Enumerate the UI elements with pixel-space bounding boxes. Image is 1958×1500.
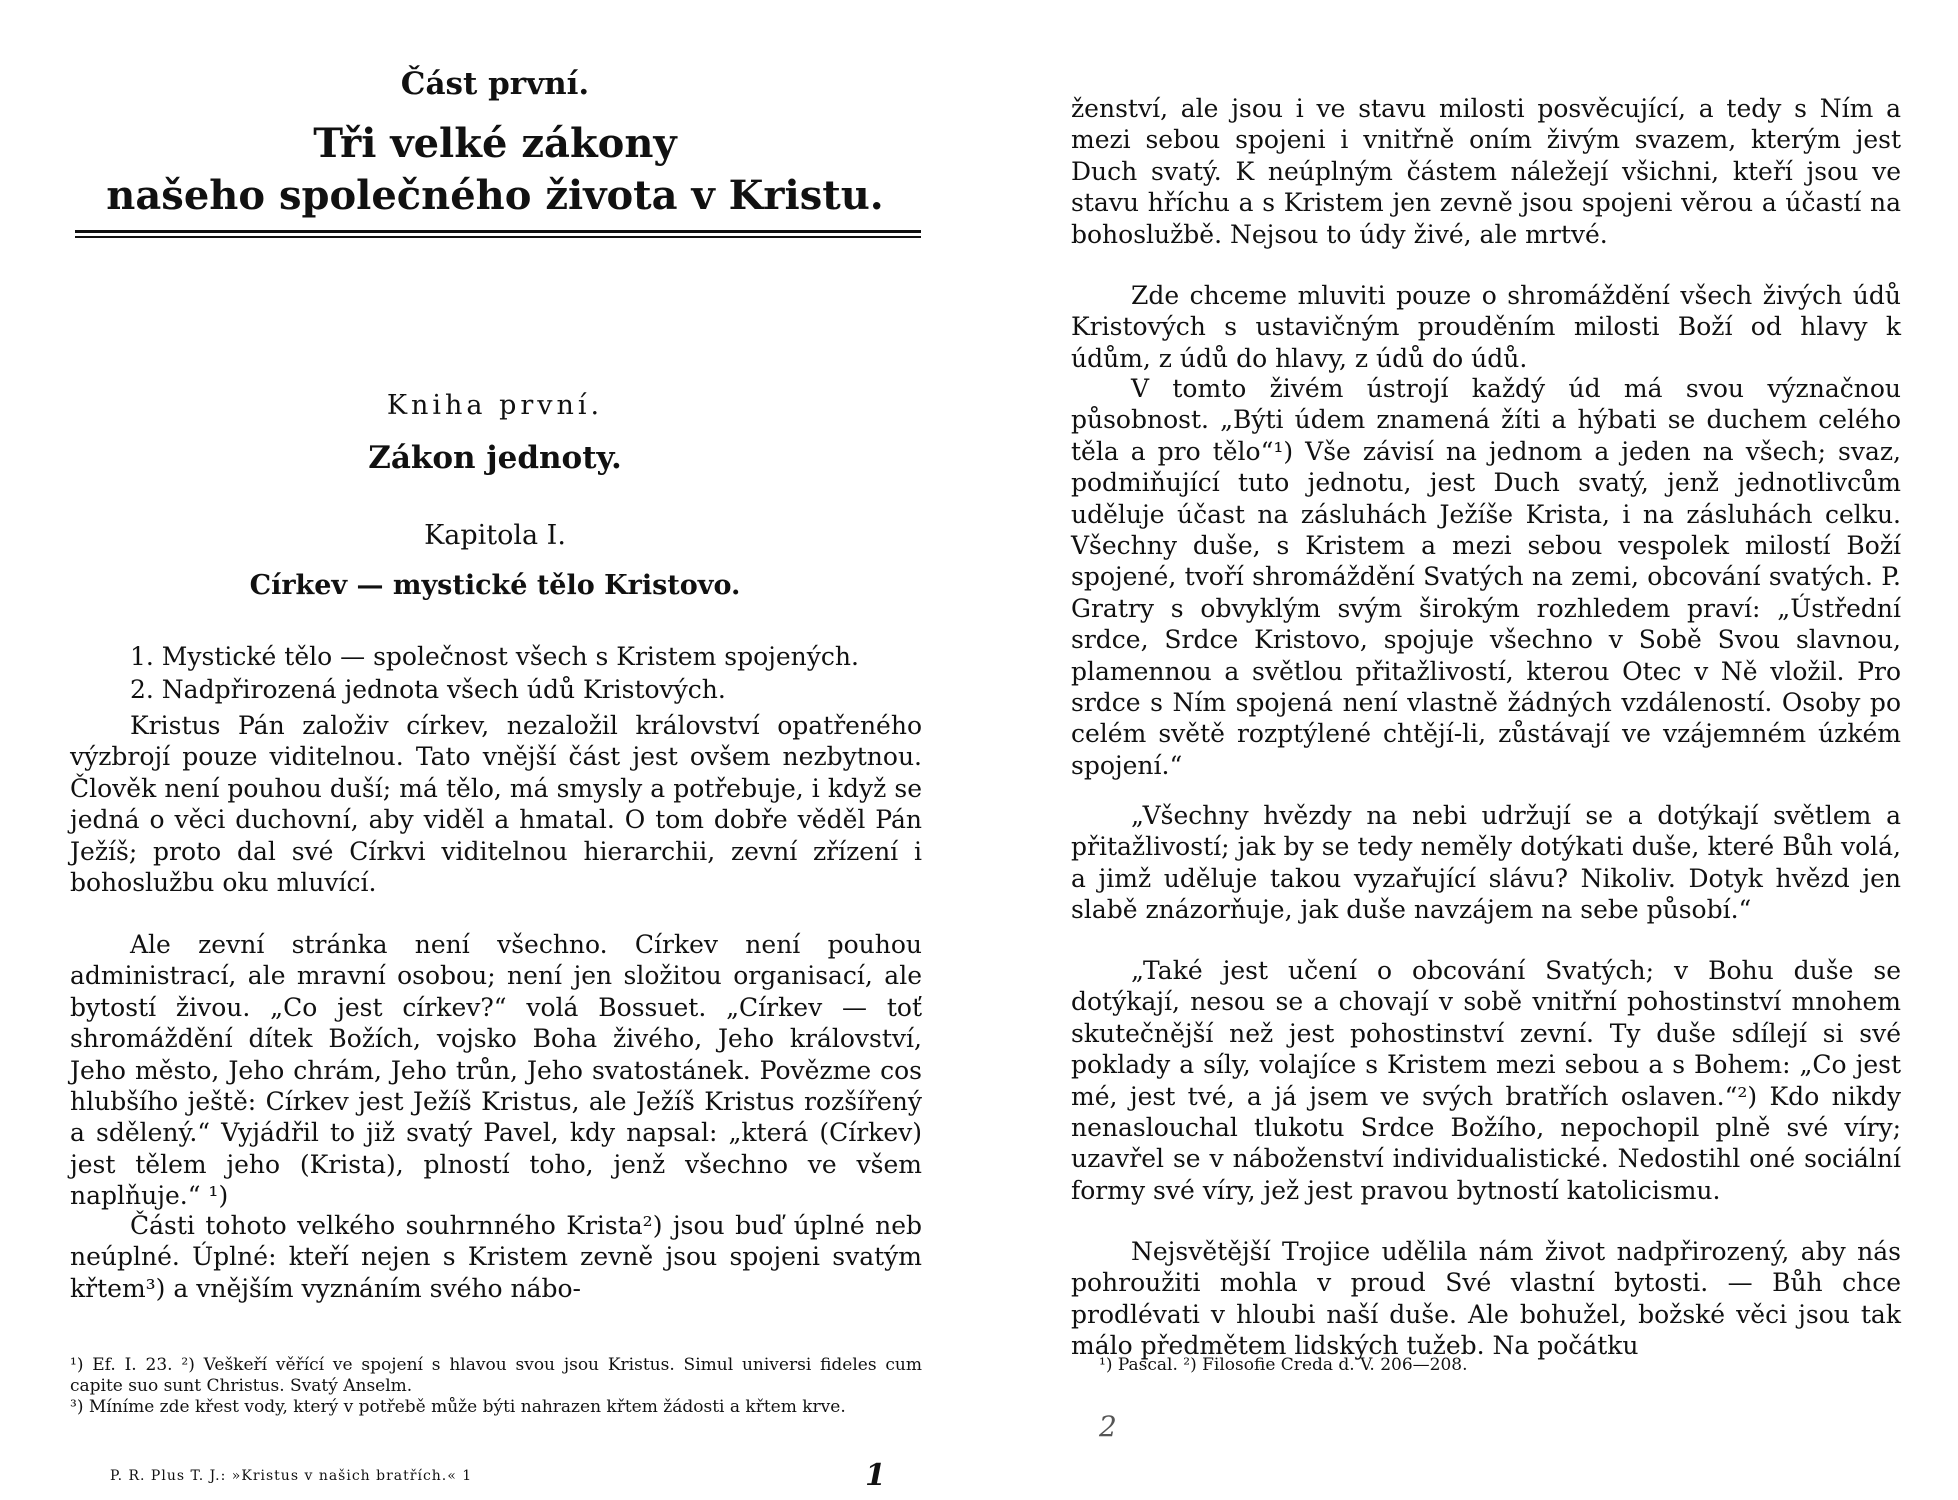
right-page: [979, 0, 1958, 1500]
footnote: ¹) Ef. I. 23. ²) Veškeří věřící ve spojení s hlavou svou jsou Kristus. Simul universi fideles cum capite suo sunt Christus. Svatý Anselm.: [70, 1355, 922, 1396]
paragraph: Ale zevní stránka není všechno. Církev není pouhou administrací, ale mravní osobou; není jen složitou organisací, ale bytostí živou. „Co jest církev?“ volá Bossuet. „Církev — toť shromáždění dítek Božích, vojsko Boha živého, Jeho království, Jeho město, Jeho chrám, Jeho trůn, Jeho svatostánek. Povězme cos hlubšího ještě: Církev jest Ježíš Kristus, ale Ježíš Kristus rozšířený a sdělený.“ Vyjádřil to již svatý Pavel, kdy napsal: „která (Církev) jest tělem jeho (Krista), plností toho, jenž všechno ve všem naplňuje.“ ¹): [70, 930, 922, 1211]
chapter-outline: [130, 640, 859, 706]
paragraph: „Všechny hvězdy na nebi udržují se a dotýkají světlem a přitažlivostí; jak by se tedy neměly dotýkati duše, které Bůh volá, a jimž uděluje takou vyzařující slávu? Nikoliv. Dotyk hvězd jen slabě znázorňuje, jak duše navzájem na sebe působí.“: [1071, 801, 1901, 925]
signature-line: P. R. Plus T. J.: »Kristus v našich bratřích.« 1: [110, 1468, 473, 1484]
paragraph: Nejsvětější Trojice udělila nám život nadpřirozený, aby nás pohroužiti mohla v proud Své vlastní bytosti. — Bůh chce prodlévati v hloubi naší duše. Ale bohužel, božské věci jsou tak málo předmětem lidských tužeb. Na počátku: [1071, 1237, 1901, 1361]
page-number: 2: [1099, 1410, 1117, 1443]
chapter-label: Kapitola I.: [424, 520, 566, 551]
footnote: ¹) Pascal. ²) Filosofie Creda d. V. 206—208.: [1099, 1355, 1468, 1375]
paragraph: Kristus Pán založiv církev, nezaložil království opatřeného výzbrojí pouze viditelnou. Tato vnější část jest ovšem nezbytnou. Člověk není pouhou duší; má tělo, má smysly a potřebuje, i když se jedná o věci duchovní, aby viděl a hmatal. O tom dobře věděl Pán Ježíš; proto dal své Církvi viditelnou hierarchii, zevní zřízení i bohoslužbu oku mluvící.: [70, 711, 922, 898]
outline-item: 2. Nadpřirozená jednota všech údů Kristových.: [130, 675, 726, 704]
title-rule-thin: [75, 236, 921, 238]
part-title-line2: našeho společného života v Kristu.: [106, 172, 884, 219]
book-title: Zákon jednoty.: [368, 440, 622, 476]
part-title-line1: Tři velké zákony: [313, 120, 677, 167]
page-number: 1: [865, 1458, 886, 1493]
paragraph: Části tohoto velkého souhrnného Krista²) jsou buď úplné neb neúplné. Úplné: kteří nejen s Kristem zevně jsou spojeni svatým křtem³) a vnějším vyznáním svého nábo-: [70, 1211, 922, 1303]
footnote: ³) Míníme zde křest vody, který v potřebě může býti nahrazen křtem žádosti a křtem krve.: [70, 1397, 846, 1417]
paragraph: Zde chceme mluviti pouze o shromáždění všech živých údů Kristových s ustavičným prouděním milosti Boží od hlavy k údům, z údů do hlavy, z údů do údů.: [1071, 281, 1901, 373]
paragraph: „Také jest učení o obcování Svatých; v Bohu duše se dotýkají, nesou se a chovají v sobě vnitřní pohostinství mnohem skutečnější než jest pohostinství zevní. Ty duše sdílejí si své poklady a síly, volajíce s Kristem mezi sebou a s Bohem: „Co jest mé, jest tvé, a já jsem ve svých bratřích oslaven.“²) Kdo nikdy nenaslouchal tlukotu Srdce Božího, nepochopil plně své víry; uzavřel se v náboženství individualistické. Nedostihl oné sociální formy své víry, jež jest pravou bytností katolicismu.: [1071, 956, 1901, 1205]
paragraph: ženství, ale jsou i ve stavu milosti posvěcující, a tedy s Ním a mezi sebou spojeni i vnitřně oním živým svazem, kterým jest Duch svatý. K neúplným částem náležejí všichni, kteří jsou ve stavu hříchu a s Kristem jen zevně jsou spojeni věrou a účastí na bohoslužbě. Nejsou to údy živé, ale mrtvé.: [1071, 94, 1901, 249]
part-label: Část první.: [400, 66, 590, 102]
outline-item: 1. Mystické tělo — společnost všech s Kristem spojených.: [130, 642, 859, 671]
paragraph: V tomto živém ústrojí každý úd má svou význačnou působnost. „Býti údem znamená žíti a hýbati se duchem celého těla a pro tělo“¹) Vše závisí na jednom a jeden na všech; svaz, podmiňující tuto jednotu, jest Duch svatý, jenž jednotlivcům uděluje účast na zásluhách Ježíše Krista, i na zásluhách celku. Všechny duše, s Kristem a mezi sebou vespolek milostí Boží spojené, tvoří shromáždění Svatých na zemi, obcování svatých. P. Gratry s obvyklým svým širokým rozhledem praví: „Ústřední srdce, Srdce Kristovo, spojuje všechno v Sobě Svou slavnou, plamennou a světlou přitažlivostí, kterou Otec v Ně vložil. Pro srdce s Ním spojená není vlastně žádných vzdáleností. Osoby po celém světě rozptýlené chtějí-li, zůstávají ve vzájemném úzkém spojení.“: [1071, 374, 1901, 780]
part-title: [60, 118, 930, 222]
title-rule: [75, 230, 921, 233]
book-label: Kniha první.: [386, 390, 604, 421]
chapter-title: Církev — mystické tělo Kristovo.: [249, 570, 741, 601]
footnotes: [70, 1355, 922, 1418]
